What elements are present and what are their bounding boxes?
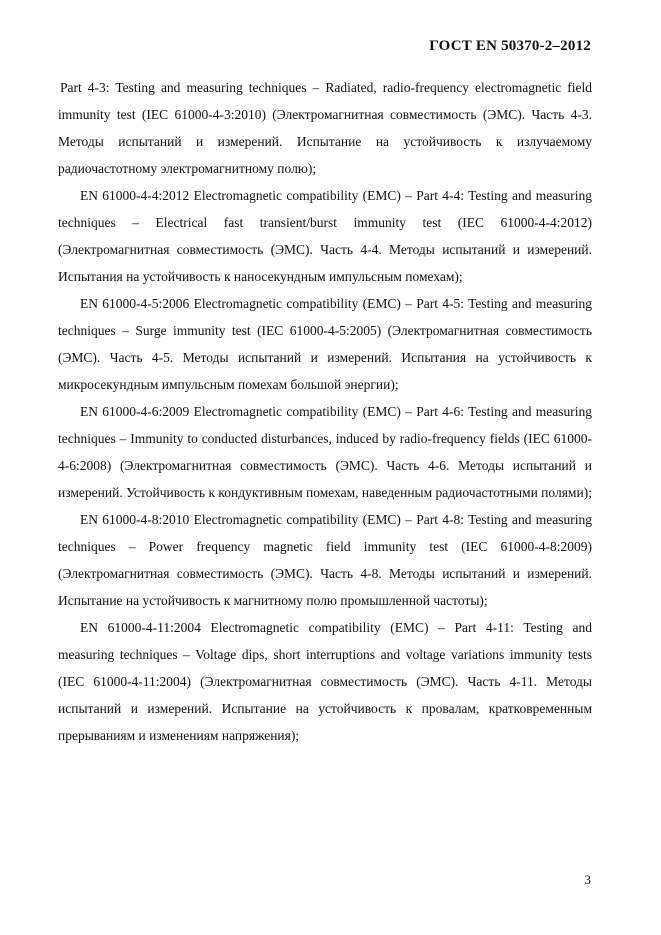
reference-paragraph-iec-61000-4-3: Part 4-3: Testing and measuring techniques – Radiated, radio-frequency electromagnetic field immunity test (IEC 61000-4-3:2010) (Электромагнитная совместимость (ЭМС). Часть 4-3. Методы испытаний и измерений. Испытание на устойчивость к излучаемому радиочастотному электромагнитному полю); (58, 80, 592, 176)
reference-paragraph-en-61000-4-4: EN 61000-4-4:2012 Electromagnetic compatibility (EMC) – Part 4-4: Testing and measuring techniques – Electrical fast transient/burst immunity test (IEC 61000-4-4:2012) (Электромагнитная совместимость (ЭМС). Часть 4-4. Методы испытаний и измерений. Испытания на устойчивость к наносекундным импульсным помехам); (58, 188, 592, 284)
reference-paragraph-en-61000-4-5: EN 61000-4-5:2006 Electromagnetic compatibility (EMC) – Part 4-5: Testing and measuring techniques – Surge immunity test (IEC 61000-4-5:2005) (Электромагнитная совместимость (ЭМС). Часть 4-5. Методы испытаний и измерений. Испытания на устойчивость к микросекундным импульсным помехам большой энергии); (58, 296, 592, 392)
page-number: 3 (584, 872, 591, 887)
reference-paragraph-en-61000-4-6: EN 61000-4-6:2009 Electromagnetic compatibility (EMC) – Part 4-6: Testing and measuring techniques – Immunity to conducted disturbances, induced by radio-frequency fields (IEC 61000-4-6:2008) (Электромагнитная совместимость (ЭМС). Часть 4-6. Методы испытаний и измерений. Устойчивость к кондуктивным помехам, наведенным радиочастотными полями); (58, 404, 592, 500)
reference-paragraph-en-61000-4-8: EN 61000-4-8:2010 Electromagnetic compatibility (EMC) – Part 4-8: Testing and measuring techniques – Power frequency magnetic field immunity test (IEC 61000-4-8:2009) (Электромагнитная совместимость (ЭМС). Часть 4-8. Методы испытаний и измерений. Испытание на устойчивость к магнитному полю промышленной частоты); (58, 512, 592, 608)
reference-list (58, 74, 592, 749)
reference-paragraph-en-61000-4-11: EN 61000-4-11:2004 Electromagnetic compatibility (EMC) – Part 4-11: Testing and measuring techniques – Voltage dips, short interruptions and voltage variations immunity tests (IEC 61000-4-11:2004) (Электромагнитная совместимость (ЭМС). Часть 4-11. Методы испытаний и измерений. Испытание на устойчивость к провалам, кратковременным прерываниям и изменениям напряжения); (58, 620, 592, 743)
document-code-header: ГОСТ EN 50370-2–2012 (429, 38, 591, 54)
